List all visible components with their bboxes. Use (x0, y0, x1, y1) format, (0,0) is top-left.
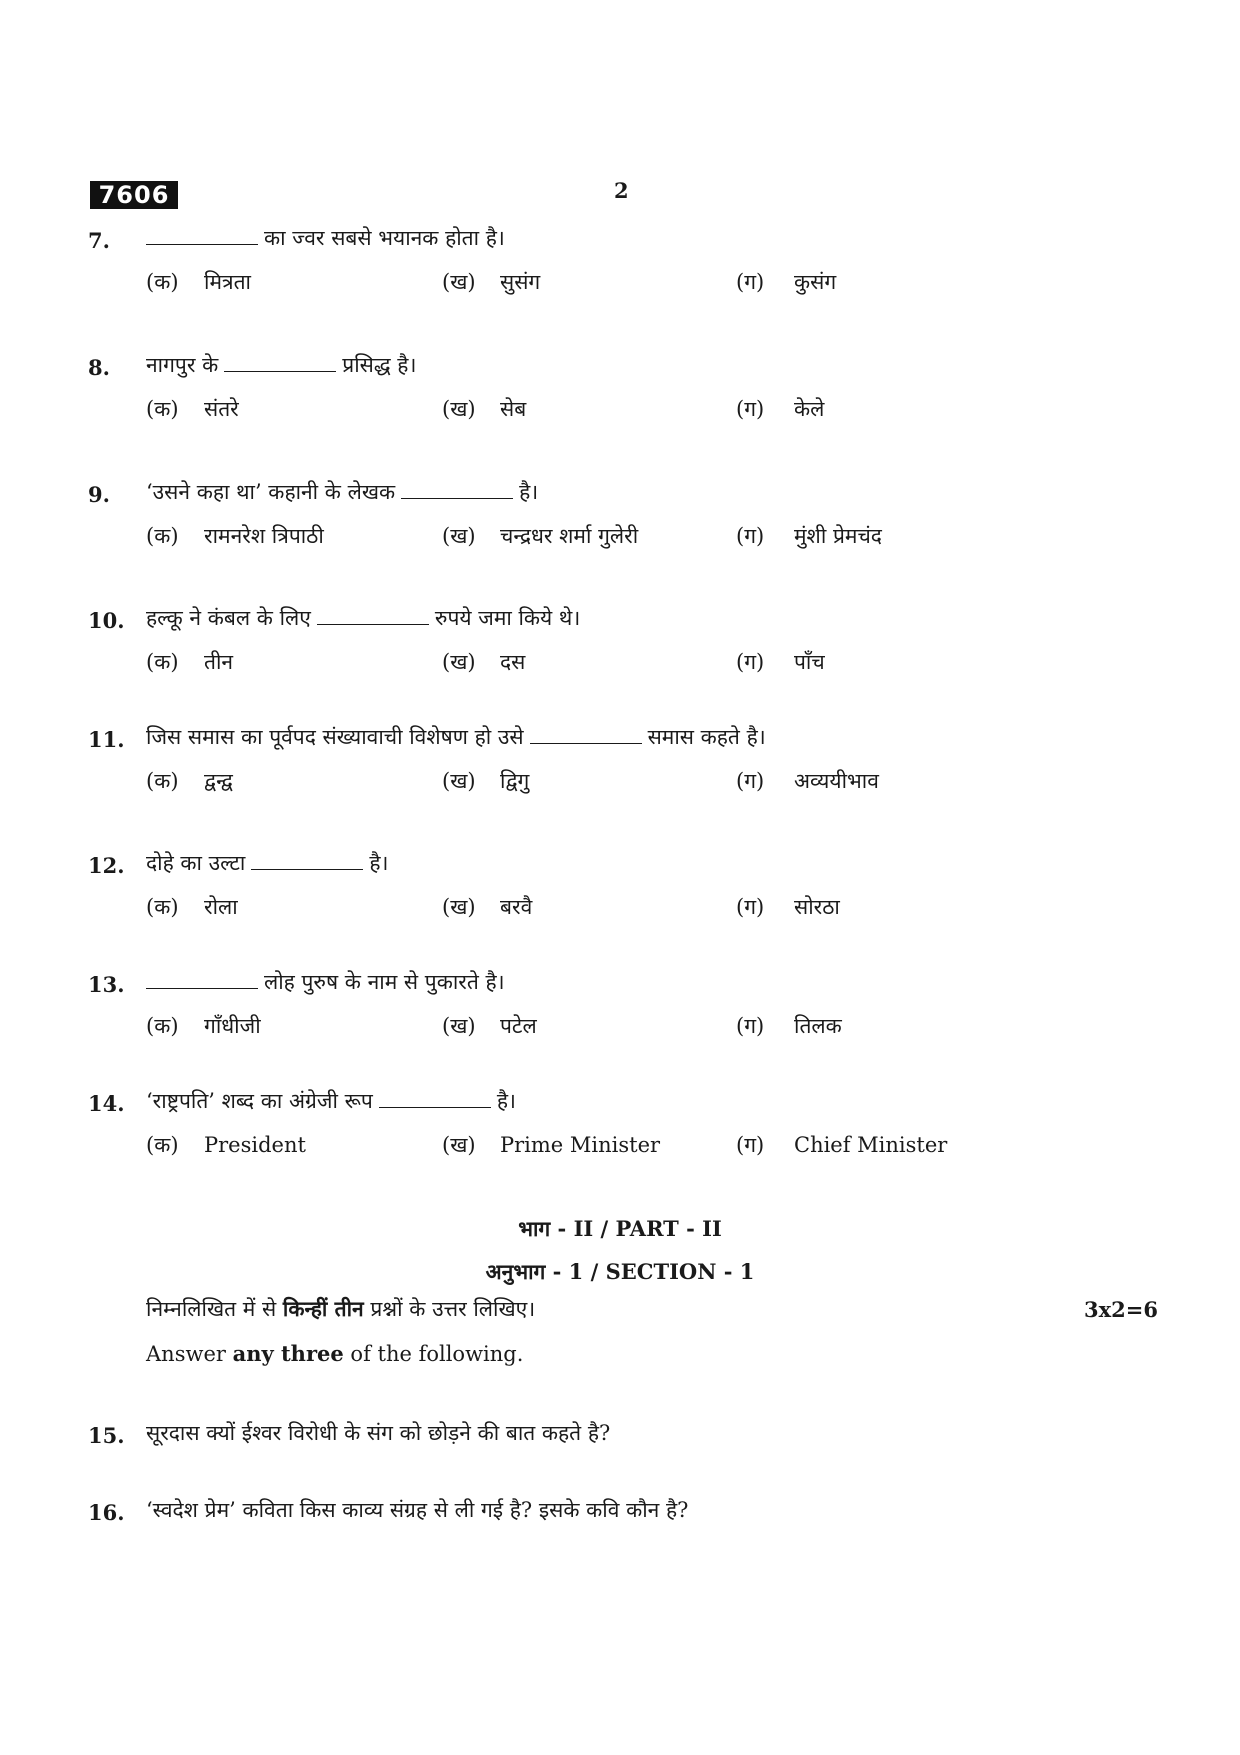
option-c: (ग) कुसंग (736, 270, 837, 294)
instruction-english: Answer any three of the following. (146, 1341, 524, 1366)
option-b: (ख) द्विगु (442, 769, 530, 793)
page-number: 2 (614, 178, 629, 203)
option-b: (ख) दस (442, 650, 526, 674)
option-b: (ख) चन्द्रधर शर्मा गुलेरी (442, 524, 639, 548)
marks-label: 3x2=6 (1084, 1297, 1158, 1322)
answer-blank (146, 968, 258, 989)
option-a: (क) रामनरेश त्रिपाठी (146, 524, 324, 548)
question-number: 11. (88, 727, 125, 752)
question-text: लोह पुरुष के नाम से पुकारते है। (146, 968, 505, 996)
question-text: जिस समास का पूर्वपद संख्यावाची विशेषण हो उसे समास कहते है। (146, 725, 766, 749)
option-a: (क) संतरे (146, 397, 239, 421)
question-number: 13. (88, 972, 125, 997)
answer-blank (251, 849, 363, 870)
question-text: ‘स्वदेश प्रेम’ कविता किस काव्य संग्रह से ली गई है? इसके कवि कौन है? (146, 1498, 689, 1522)
option-b: (ख) Prime Minister (442, 1133, 661, 1157)
option-a: (क) द्वन्द्व (146, 769, 233, 793)
answer-blank (401, 478, 513, 499)
option-a: (क) मित्रता (146, 270, 251, 294)
option-a: (क) तीन (146, 650, 234, 674)
question-number: 10. (88, 608, 125, 633)
question-number: 14. (88, 1091, 125, 1116)
option-c: (ग) तिलक (736, 1014, 842, 1038)
question-text: ‘राष्ट्रपति’ शब्द का अंग्रेजी रूप है। (146, 1089, 516, 1113)
question-text: का ज्वर सबसे भयानक होता है। (146, 224, 505, 252)
option-c: (ग) मुंशी प्रेमचंद (736, 524, 882, 548)
question-text: सूरदास क्यों ईश्वर विरोधी के संग को छोड़ने की बात कहते है? (146, 1421, 611, 1445)
paper-code-badge: 7606 (90, 181, 178, 209)
question-text: दोहे का उल्टा है। (146, 851, 389, 875)
question-number: 16. (88, 1500, 125, 1525)
option-b: (ख) बरवै (442, 895, 533, 919)
option-c: (ग) केले (736, 397, 825, 421)
section-title: अनुभाग - 1 / SECTION - 1 (485, 1259, 755, 1284)
answer-blank (530, 723, 642, 744)
part-title: भाग - II / PART - II (518, 1216, 722, 1241)
option-c: (ग) अव्ययीभाव (736, 769, 879, 793)
instruction-hindi: निम्नलिखित में से किन्हीं तीन प्रश्नों के उत्तर लिखिए। (146, 1296, 536, 1321)
question-number: 7. (88, 228, 110, 253)
option-b: (ख) सुसंग (442, 270, 541, 294)
question-number: 12. (88, 853, 125, 878)
answer-blank (317, 604, 429, 625)
question-number: 9. (88, 482, 110, 507)
answer-blank (224, 351, 336, 372)
option-b: (ख) सेब (442, 397, 527, 421)
option-a: (क) गाँधीजी (146, 1014, 261, 1038)
option-c: (ग) पाँच (736, 650, 825, 674)
question-number: 15. (88, 1423, 125, 1448)
answer-blank (146, 224, 258, 245)
question-text: हल्कू ने कंबल के लिए रुपये जमा किये थे। (146, 606, 581, 630)
option-a: (क) President (146, 1133, 306, 1157)
question-text: नागपुर के प्रसिद्ध है। (146, 353, 417, 377)
question-text: ‘उसने कहा था’ कहानी के लेखक है। (146, 480, 539, 504)
question-number: 8. (88, 355, 110, 380)
option-b: (ख) पटेल (442, 1014, 537, 1038)
option-c: (ग) Chief Minister (736, 1133, 948, 1157)
answer-blank (379, 1087, 491, 1108)
option-a: (क) रोला (146, 895, 238, 919)
option-c: (ग) सोरठा (736, 895, 840, 919)
